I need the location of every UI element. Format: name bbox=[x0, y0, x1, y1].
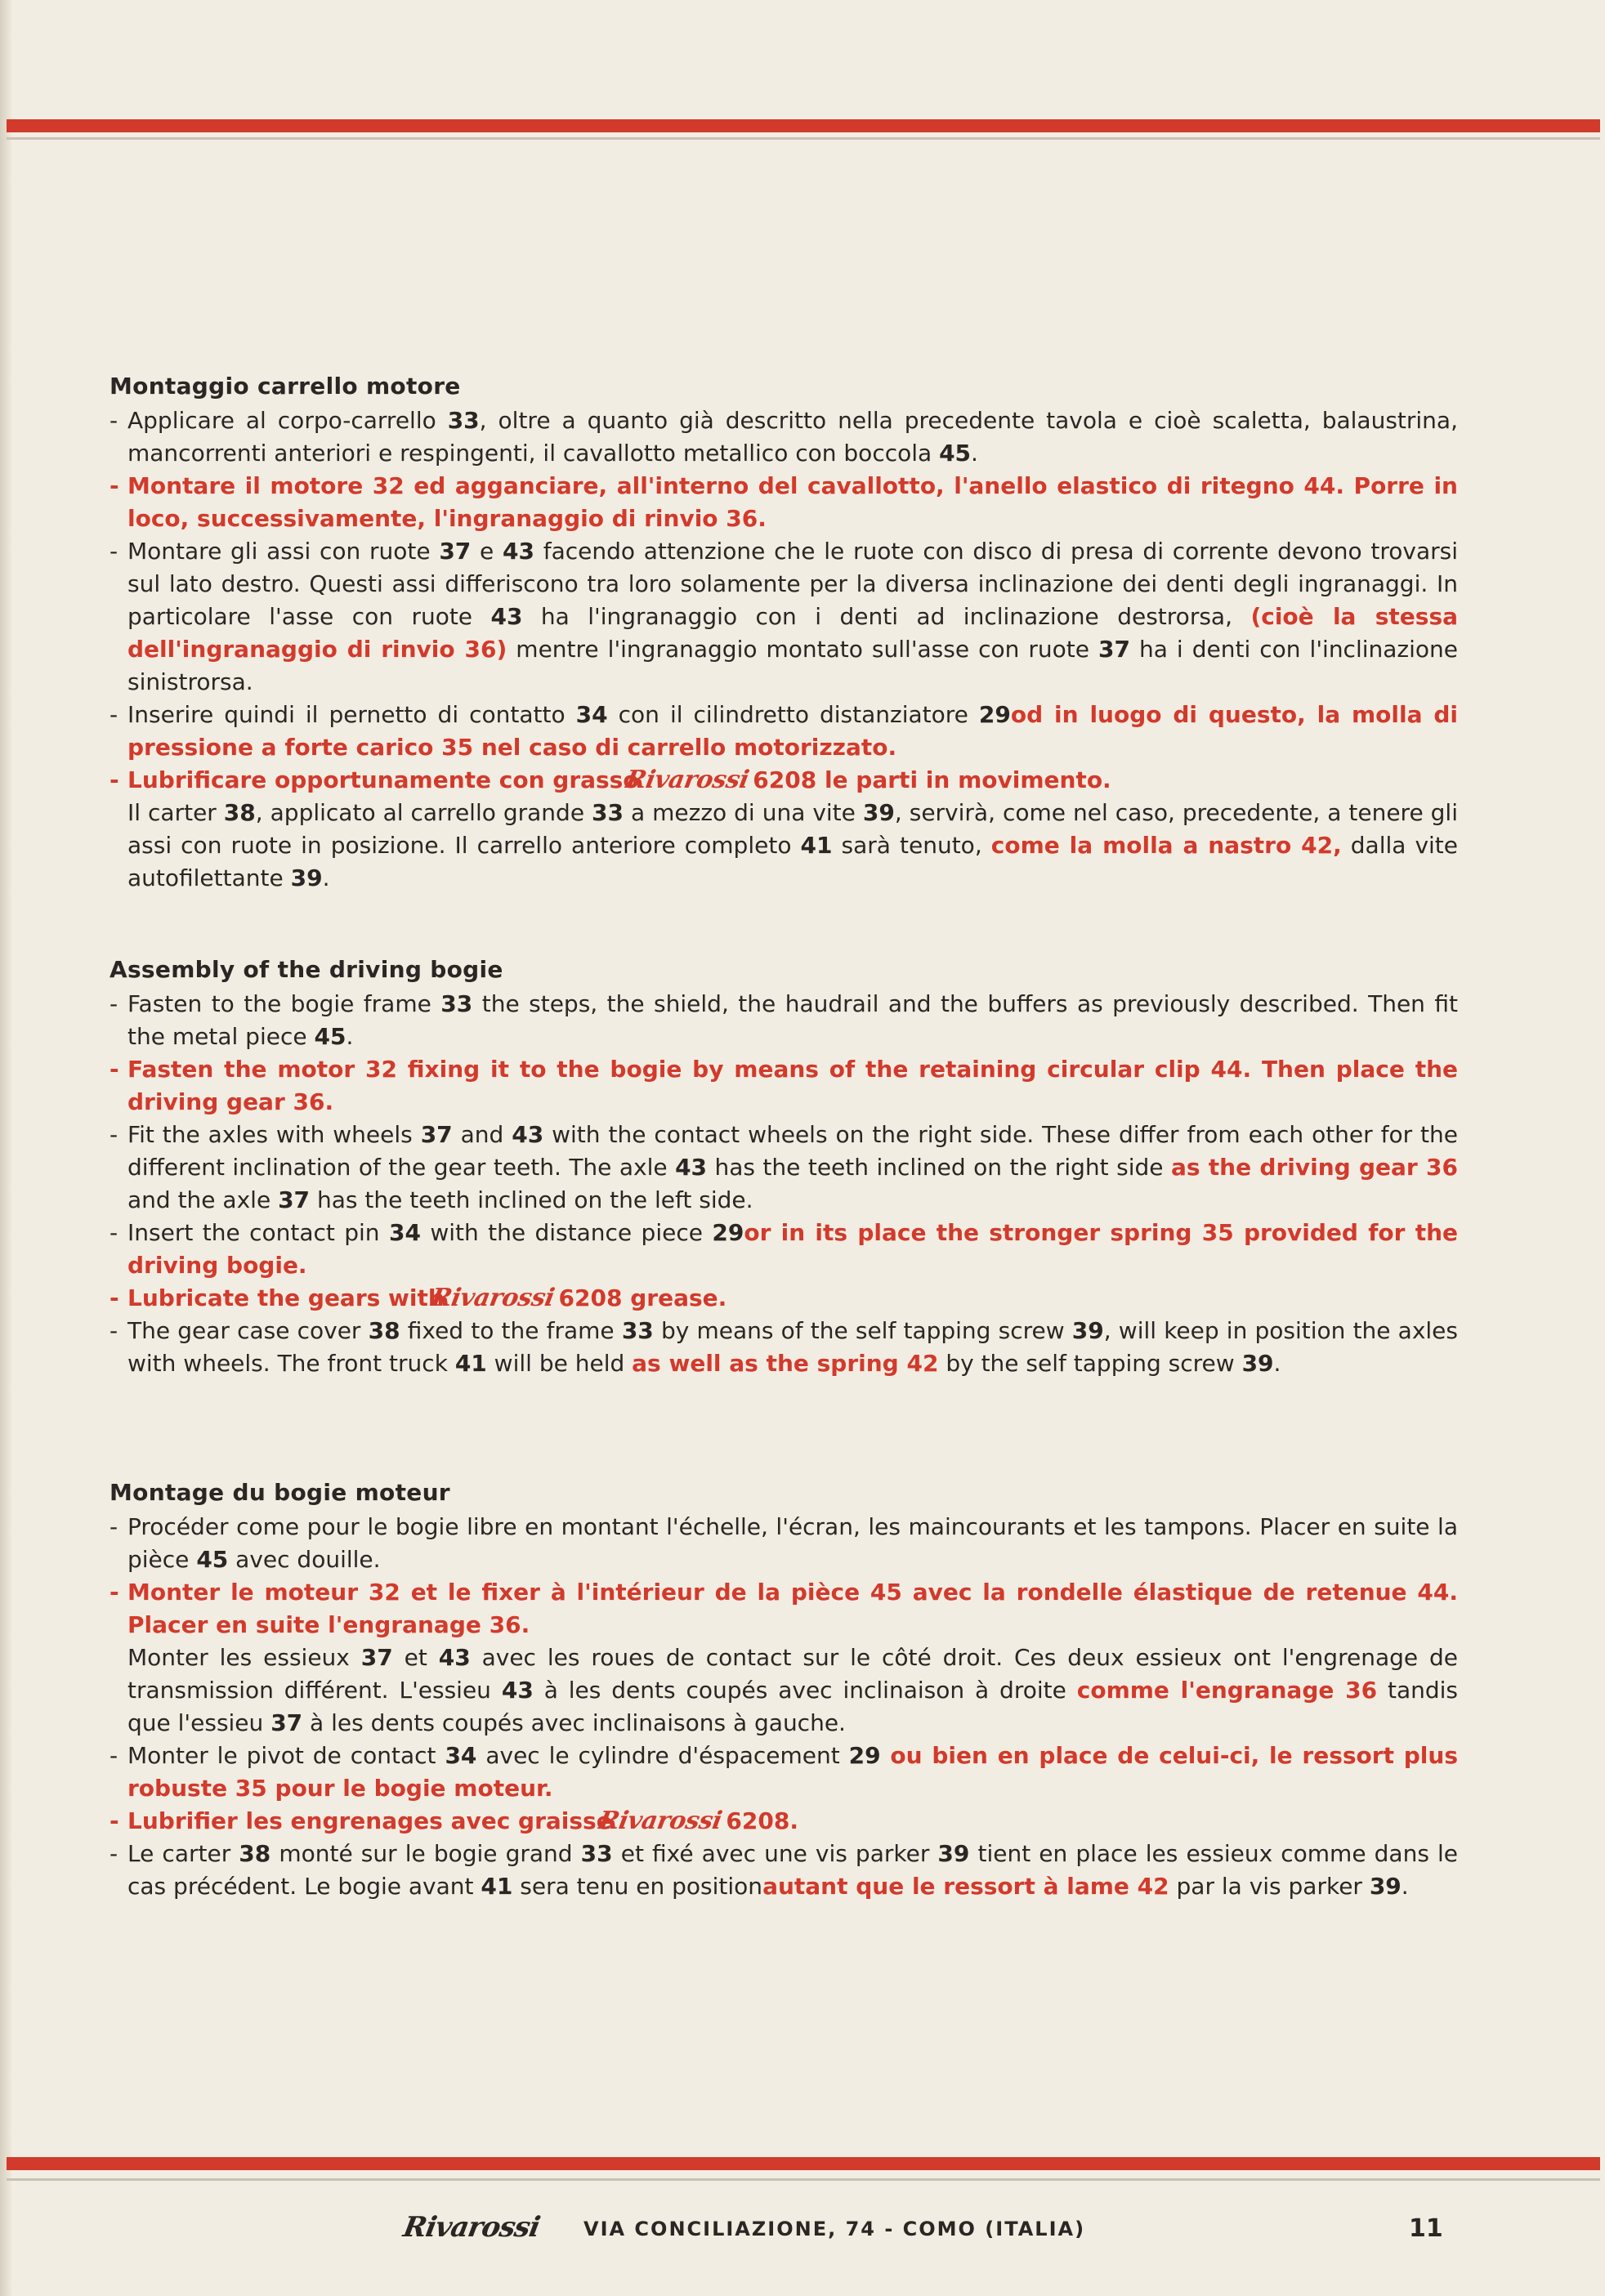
instruction-item: - Fasten to the bogie frame 33 the steps, the shield, the haudrail and the buffers as previously described. Then fit the metal piece 45. bbox=[110, 990, 1458, 1050]
bottom-red-rule bbox=[7, 2157, 1600, 2170]
page-footer bbox=[400, 2206, 1466, 2255]
instruction-item-highlight: - Monter le moteur 32 et le fixer à l'intérieur de la pièce 45 avec la rondelle élastique de retenue 44. Placer en suite l'engranage 36. bbox=[110, 1579, 1458, 1638]
section-heading: Montaggio carrello motore bbox=[110, 373, 461, 400]
instruction-item: - The gear case cover 38 fixed to the frame 33 by means of the self tapping screw 39, will keep in position the axles with wheels. The front truck 41 will be held as well as the spring 42 by the self tapping screw 39. bbox=[110, 1317, 1458, 1377]
instruction-item-highlight: - Fasten the motor 32 fixing it to the bogie by means of the retaining circular clip 44. Then place the driving gear 36. bbox=[110, 1056, 1458, 1115]
top-thin-rule bbox=[7, 137, 1600, 140]
bottom-thin-rule bbox=[7, 2178, 1600, 2181]
instruction-item: - Procéder come pour le bogie libre en montant l'échelle, l'écran, les maincourants et les tampons. Placer en suite la pièce 45 avec douille. bbox=[110, 1513, 1458, 1573]
instruction-item: - Monter le pivot de contact 34 avec le cylindre d'éspacement 29 ou bien en place de celui-ci, le ressort plus robuste 35 pour le bogie moteur. bbox=[110, 1742, 1459, 1802]
instruction-item: - Applicare al corpo-carrello 33, oltre a quanto già descritto nella precedente tavola e cioè scaletta, balaustrina, mancorrenti anteriori e respingenti, il cavallotto metallico con boccola 45. bbox=[110, 407, 1458, 467]
instruction-item: - Montare gli assi con ruote 37 e 43 facendo attenzione che le ruote con disco di presa di corrente devono trovarsi sul lato destro. Questi assi differiscono tra loro solamente per la diversa inclinazione dei denti degli ingranaggi. In particolare l'asse con ruote 43 ha l'ingranaggio con i denti ad inclinazione destrorsa, (cioè la stessa dell'ingranaggio di rinvio 36) mentre l'ingranaggio montato sull'asse con ruote 37 ha i denti con l'inclinazione sinistrorsa. bbox=[110, 538, 1459, 695]
section-heading: Assembly of the driving bogie bbox=[110, 956, 503, 983]
page-number: 11 bbox=[1409, 2214, 1443, 2243]
footer-address: VIA CONCILIAZIONE, 74 - COMO (ITALIA) bbox=[583, 2218, 1086, 2240]
rivarossi-logo-inline: Rivarossi bbox=[428, 1284, 557, 1312]
rivarossi-logo-inline: Rivarossi bbox=[623, 766, 751, 794]
instruction-item: - Insert the contact pin 34 with the distance piece 29or in its place the stronger spring 35 provided for the driving bogie. bbox=[110, 1219, 1458, 1279]
instruction-item-highlight: - Montare il motore 32 ed agganciare, all'interno del cavallotto, l'anello elastico di ritegno 44. Porre in loco, successivamente, l'ingranaggio di rinvio 36. bbox=[110, 472, 1458, 532]
instruction-item-highlight: - Lubrifier les engrenages avec graisseRivarossi 6208. bbox=[110, 1805, 1458, 1838]
section-english bbox=[110, 956, 1458, 1380]
instruction-item: - Le carter 38 monté sur le bogie grand 33 et fixé avec une vis parker 39 tient en place les essieux comme dans le cas précédent. Le bogie avant 41 sera tenu en positionautant que le ressort à lame 42 par la vis parker 39. bbox=[110, 1840, 1458, 1900]
instruction-item: - Inserire quindi il pernetto di contatto 34 con il cilindretto distanziatore 29od in luogo di questo, la molla di pressione a forte carico 35 nel caso di carrello motorizzato. bbox=[110, 701, 1459, 761]
instruction-item-highlight: - Lubricate the gears withRivarossi 6208 grease. bbox=[110, 1282, 1458, 1315]
top-red-rule bbox=[7, 119, 1600, 132]
rivarossi-logo-inline: Rivarossi bbox=[596, 1807, 724, 1835]
instruction-item-highlight: - Lubrificare opportunamente con grassoRivarossi 6208 le parti in movimento. bbox=[110, 764, 1458, 797]
section-french bbox=[110, 1479, 1458, 1903]
instruction-item: - Fit the axles with wheels 37 and 43 with the contact wheels on the right side. These differ from each other for the different inclination of the gear teeth. The axle 43 has the teeth inclined on the right side as the driving gear 36 and the axle 37 has the teeth inclined on the left side. bbox=[110, 1121, 1458, 1213]
page-binding-edge bbox=[0, 0, 11, 2296]
rivarossi-logo: Rivarossi bbox=[400, 2211, 543, 2244]
section-heading: Montage du bogie moteur bbox=[110, 1479, 450, 1506]
section-italian bbox=[110, 373, 1458, 895]
instruction-item: Monter les essieux 37 et 43 avec les roues de contact sur le côté droit. Ces deux essieux ont l'engrenage de transmission différent. L'essieu 43 à les dents coupés avec inclinaison à droite comme l'engranage 36 tandis que l'essieu 37 à les dents coupés avec inclinaisons à gauche. bbox=[127, 1644, 1458, 1736]
instruction-item: Il carter 38, applicato al carrello grande 33 a mezzo di una vite 39, servirà, come nel caso, precedente, a tenere gli assi con ruote in posizione. Il carrello anteriore completo 41 sarà tenuto, come la molla a nastro 42, dalla vite autofilettante 39. bbox=[127, 799, 1459, 891]
